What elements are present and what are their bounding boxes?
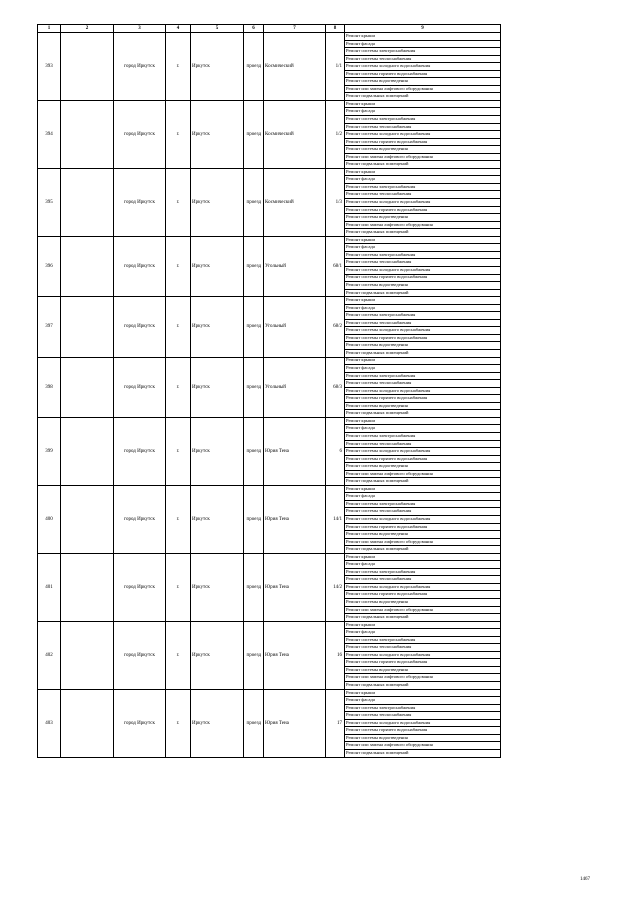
- settlement-name: город Иркутск: [114, 236, 166, 296]
- settlement-type: г.: [166, 168, 191, 236]
- work-item: Ремонт системы холодного водоснабжения: [345, 131, 501, 139]
- work-item: Ремонт системы электроснабжения: [345, 568, 501, 576]
- house-number: 68/1: [326, 236, 345, 296]
- work-item: Ремонт фасада: [345, 244, 501, 252]
- empty-cell: [61, 168, 114, 236]
- work-item: Ремонт системы электроснабжения: [345, 251, 501, 259]
- work-item: Ремонт крыши: [345, 100, 501, 108]
- work-item: Ремонт фасада: [345, 365, 501, 373]
- work-item: Ремонт подвальных помещений: [345, 229, 501, 237]
- work-item: Ремонт системы горячего водоснабжения: [345, 206, 501, 214]
- work-item: Ремонт системы холодного водоснабжения: [345, 266, 501, 274]
- street-name: Угольный: [264, 236, 326, 296]
- work-item: Ремонт фасада: [345, 629, 501, 637]
- street-type: проезд: [244, 33, 264, 101]
- work-item: Ремонт крыши: [345, 553, 501, 561]
- work-item: Ремонт системы теплоснабжения: [345, 508, 501, 516]
- street-name: Юрия Тена: [264, 621, 326, 689]
- settlement-name: город Иркутск: [114, 553, 166, 621]
- work-item: Ремонт системы горячего водоснабжения: [345, 395, 501, 403]
- work-item: Ремонт системы водоотведения: [345, 78, 501, 86]
- column-header: 7: [264, 25, 326, 33]
- settlement-name: город Иркутск: [114, 417, 166, 485]
- work-item: Ремонт системы водоотведения: [345, 463, 501, 471]
- house-number: 14/2: [326, 553, 345, 621]
- settlement-type: г.: [166, 357, 191, 417]
- work-item: Ремонт или замена лифтового оборудования: [345, 470, 501, 478]
- street-type: проезд: [244, 168, 264, 236]
- work-item: Ремонт системы теплоснабжения: [345, 576, 501, 584]
- house-number: 68/2: [326, 297, 345, 357]
- settlement-type: г.: [166, 33, 191, 101]
- work-item: Ремонт системы холодного водоснабжения: [345, 448, 501, 456]
- work-item: Ремонт системы электроснабжения: [345, 48, 501, 56]
- table-row: [38, 621, 501, 629]
- settlement-type: г.: [166, 236, 191, 296]
- work-item: Ремонт системы водоотведения: [345, 734, 501, 742]
- work-item: Ремонт системы теплоснабжения: [345, 380, 501, 388]
- city-name: Иркутск: [191, 100, 244, 168]
- city-name: Иркутск: [191, 236, 244, 296]
- table-row: [38, 417, 501, 425]
- work-item: Ремонт крыши: [345, 236, 501, 244]
- work-item: Ремонт или замена лифтового оборудования: [345, 85, 501, 93]
- work-item: Ремонт системы водоотведения: [345, 666, 501, 674]
- work-item: Ремонт подвальных помещений: [345, 478, 501, 486]
- work-item: Ремонт системы холодного водоснабжения: [345, 651, 501, 659]
- street-name: Юрия Тена: [264, 417, 326, 485]
- work-item: Ремонт системы теплоснабжения: [345, 712, 501, 720]
- work-item: Ремонт или замена лифтового оборудования: [345, 538, 501, 546]
- work-item: Ремонт фасада: [345, 40, 501, 48]
- work-item: Ремонт крыши: [345, 485, 501, 493]
- settlement-type: г.: [166, 417, 191, 485]
- work-item: Ремонт системы водоотведения: [345, 531, 501, 539]
- work-item: Ремонт подвальных помещений: [345, 749, 501, 757]
- settlement-name: город Иркутск: [114, 485, 166, 553]
- settlement-name: город Иркутск: [114, 689, 166, 757]
- street-name: Юрия Тена: [264, 689, 326, 757]
- empty-cell: [61, 485, 114, 553]
- work-item: Ремонт подвальных помещений: [345, 546, 501, 554]
- row-number: 400: [38, 485, 61, 553]
- row-number: 393: [38, 33, 61, 101]
- work-item: Ремонт системы электроснабжения: [345, 372, 501, 380]
- house-number: 1/2: [326, 100, 345, 168]
- work-item: Ремонт системы теплоснабжения: [345, 123, 501, 131]
- street-name: Космический: [264, 168, 326, 236]
- house-number: 1/3: [326, 168, 345, 236]
- street-type: проезд: [244, 553, 264, 621]
- row-number: 395: [38, 168, 61, 236]
- settlement-name: город Иркутск: [114, 100, 166, 168]
- row-number: 394: [38, 100, 61, 168]
- column-header: 4: [166, 25, 191, 33]
- work-item: Ремонт системы теплоснабжения: [345, 319, 501, 327]
- settlement-type: г.: [166, 100, 191, 168]
- street-type: проезд: [244, 417, 264, 485]
- table-row: [38, 689, 501, 697]
- work-item: Ремонт системы водоотведения: [345, 282, 501, 290]
- table-body: [38, 33, 501, 758]
- street-type: проезд: [244, 236, 264, 296]
- column-header: 3: [114, 25, 166, 33]
- work-item: Ремонт подвальных помещений: [345, 682, 501, 690]
- settlement-name: город Иркутск: [114, 33, 166, 101]
- work-item: Ремонт системы электроснабжения: [345, 500, 501, 508]
- work-item: Ремонт подвальных помещений: [345, 614, 501, 622]
- work-item: Ремонт системы холодного водоснабжения: [345, 199, 501, 207]
- work-item: Ремонт системы холодного водоснабжения: [345, 516, 501, 524]
- column-header: 2: [61, 25, 114, 33]
- work-item: Ремонт фасада: [345, 304, 501, 312]
- work-item: Ремонт фасада: [345, 697, 501, 705]
- work-item: Ремонт системы холодного водоснабжения: [345, 327, 501, 335]
- work-item: Ремонт системы теплоснабжения: [345, 259, 501, 267]
- column-header: 5: [191, 25, 244, 33]
- street-name: Космический: [264, 100, 326, 168]
- settlement-type: г.: [166, 621, 191, 689]
- work-item: Ремонт системы горячего водоснабжения: [345, 334, 501, 342]
- work-item: Ремонт или замена лифтового оборудования: [345, 153, 501, 161]
- row-number: 397: [38, 297, 61, 357]
- work-item: Ремонт системы электроснабжения: [345, 636, 501, 644]
- street-name: Юрия Тена: [264, 485, 326, 553]
- street-type: проезд: [244, 297, 264, 357]
- work-item: Ремонт системы холодного водоснабжения: [345, 387, 501, 395]
- work-item: Ремонт крыши: [345, 357, 501, 365]
- work-item: Ремонт фасада: [345, 493, 501, 501]
- empty-cell: [61, 689, 114, 757]
- page-number: 1467: [580, 877, 590, 882]
- column-number-row: [38, 25, 501, 33]
- row-number: 398: [38, 357, 61, 417]
- work-item: Ремонт системы электроснабжения: [345, 432, 501, 440]
- work-item: Ремонт или замена лифтового оборудования: [345, 221, 501, 229]
- settlement-type: г.: [166, 297, 191, 357]
- house-number: 68/3: [326, 357, 345, 417]
- street-name: Космический: [264, 33, 326, 101]
- column-header: 6: [244, 25, 264, 33]
- street-name: Угольный: [264, 297, 326, 357]
- settlement-name: город Иркутск: [114, 168, 166, 236]
- work-item: Ремонт системы водоотведения: [345, 146, 501, 154]
- table-row: [38, 553, 501, 561]
- work-item: Ремонт или замена лифтового оборудования: [345, 742, 501, 750]
- table-row: [38, 297, 501, 305]
- table-row: [38, 168, 501, 176]
- work-item: Ремонт крыши: [345, 297, 501, 305]
- city-name: Иркутск: [191, 417, 244, 485]
- work-item: Ремонт фасада: [345, 176, 501, 184]
- house-number: 14/1: [326, 485, 345, 553]
- city-name: Иркутск: [191, 357, 244, 417]
- empty-cell: [61, 297, 114, 357]
- street-name: Угольный: [264, 357, 326, 417]
- settlement-name: город Иркутск: [114, 357, 166, 417]
- repair-schedule-table: [37, 24, 501, 758]
- work-item: Ремонт системы горячего водоснабжения: [345, 455, 501, 463]
- work-item: Ремонт подвальных помещений: [345, 349, 501, 357]
- empty-cell: [61, 33, 114, 101]
- work-item: Ремонт подвальных помещений: [345, 410, 501, 418]
- work-item: Ремонт системы горячего водоснабжения: [345, 70, 501, 78]
- work-item: Ремонт системы горячего водоснабжения: [345, 727, 501, 735]
- work-item: Ремонт системы теплоснабжения: [345, 440, 501, 448]
- street-type: проезд: [244, 100, 264, 168]
- work-item: Ремонт подвальных помещений: [345, 93, 501, 101]
- work-item: Ремонт системы водоотведения: [345, 342, 501, 350]
- empty-cell: [61, 621, 114, 689]
- settlement-type: г.: [166, 485, 191, 553]
- work-item: Ремонт системы горячего водоснабжения: [345, 659, 501, 667]
- work-item: Ремонт системы электроснабжения: [345, 183, 501, 191]
- work-item: Ремонт системы горячего водоснабжения: [345, 138, 501, 146]
- empty-cell: [61, 100, 114, 168]
- row-number: 399: [38, 417, 61, 485]
- city-name: Иркутск: [191, 297, 244, 357]
- city-name: Иркутск: [191, 33, 244, 101]
- row-number: 403: [38, 689, 61, 757]
- house-number: 1/1: [326, 33, 345, 101]
- empty-cell: [61, 236, 114, 296]
- street-type: проезд: [244, 621, 264, 689]
- work-item: Ремонт системы холодного водоснабжения: [345, 583, 501, 591]
- column-header: 1: [38, 25, 61, 33]
- empty-cell: [61, 553, 114, 621]
- work-item: Ремонт или замена лифтового оборудования: [345, 674, 501, 682]
- table-row: [38, 357, 501, 365]
- column-header: 9: [345, 25, 501, 33]
- work-item: Ремонт системы горячего водоснабжения: [345, 274, 501, 282]
- settlement-name: город Иркутск: [114, 297, 166, 357]
- table-row: [38, 100, 501, 108]
- work-item: Ремонт системы водоотведения: [345, 214, 501, 222]
- work-item: Ремонт системы горячего водоснабжения: [345, 523, 501, 531]
- street-name: Юрия Тена: [264, 553, 326, 621]
- city-name: Иркутск: [191, 553, 244, 621]
- table-row: [38, 485, 501, 493]
- work-item: Ремонт подвальных помещений: [345, 161, 501, 169]
- work-item: Ремонт системы теплоснабжения: [345, 191, 501, 199]
- work-item: Ремонт или замена лифтового оборудования: [345, 606, 501, 614]
- work-item: Ремонт крыши: [345, 168, 501, 176]
- work-item: Ремонт системы холодного водоснабжения: [345, 63, 501, 71]
- row-number: 401: [38, 553, 61, 621]
- work-item: Ремонт системы горячего водоснабжения: [345, 591, 501, 599]
- table-row: [38, 236, 501, 244]
- work-item: Ремонт подвальных помещений: [345, 289, 501, 297]
- house-number: 6: [326, 417, 345, 485]
- work-item: Ремонт фасада: [345, 561, 501, 569]
- house-number: 17: [326, 689, 345, 757]
- work-item: Ремонт крыши: [345, 689, 501, 697]
- work-item: Ремонт крыши: [345, 621, 501, 629]
- house-number: 16: [326, 621, 345, 689]
- city-name: Иркутск: [191, 168, 244, 236]
- row-number: 402: [38, 621, 61, 689]
- table-row: [38, 33, 501, 41]
- street-type: проезд: [244, 357, 264, 417]
- work-item: Ремонт крыши: [345, 33, 501, 41]
- empty-cell: [61, 357, 114, 417]
- city-name: Иркутск: [191, 689, 244, 757]
- settlement-type: г.: [166, 689, 191, 757]
- work-item: Ремонт системы теплоснабжения: [345, 644, 501, 652]
- work-item: Ремонт системы электроснабжения: [345, 704, 501, 712]
- column-header: 8: [326, 25, 345, 33]
- work-item: Ремонт системы электроснабжения: [345, 116, 501, 124]
- settlement-type: г.: [166, 553, 191, 621]
- work-item: Ремонт системы водоотведения: [345, 599, 501, 607]
- city-name: Иркутск: [191, 621, 244, 689]
- row-number: 396: [38, 236, 61, 296]
- street-type: проезд: [244, 485, 264, 553]
- city-name: Иркутск: [191, 485, 244, 553]
- work-item: Ремонт системы теплоснабжения: [345, 55, 501, 63]
- street-type: проезд: [244, 689, 264, 757]
- work-item: Ремонт системы холодного водоснабжения: [345, 719, 501, 727]
- work-item: Ремонт системы водоотведения: [345, 402, 501, 410]
- settlement-name: город Иркутск: [114, 621, 166, 689]
- work-item: Ремонт фасада: [345, 425, 501, 433]
- work-item: Ремонт крыши: [345, 417, 501, 425]
- work-item: Ремонт фасада: [345, 108, 501, 116]
- empty-cell: [61, 417, 114, 485]
- work-item: Ремонт системы электроснабжения: [345, 312, 501, 320]
